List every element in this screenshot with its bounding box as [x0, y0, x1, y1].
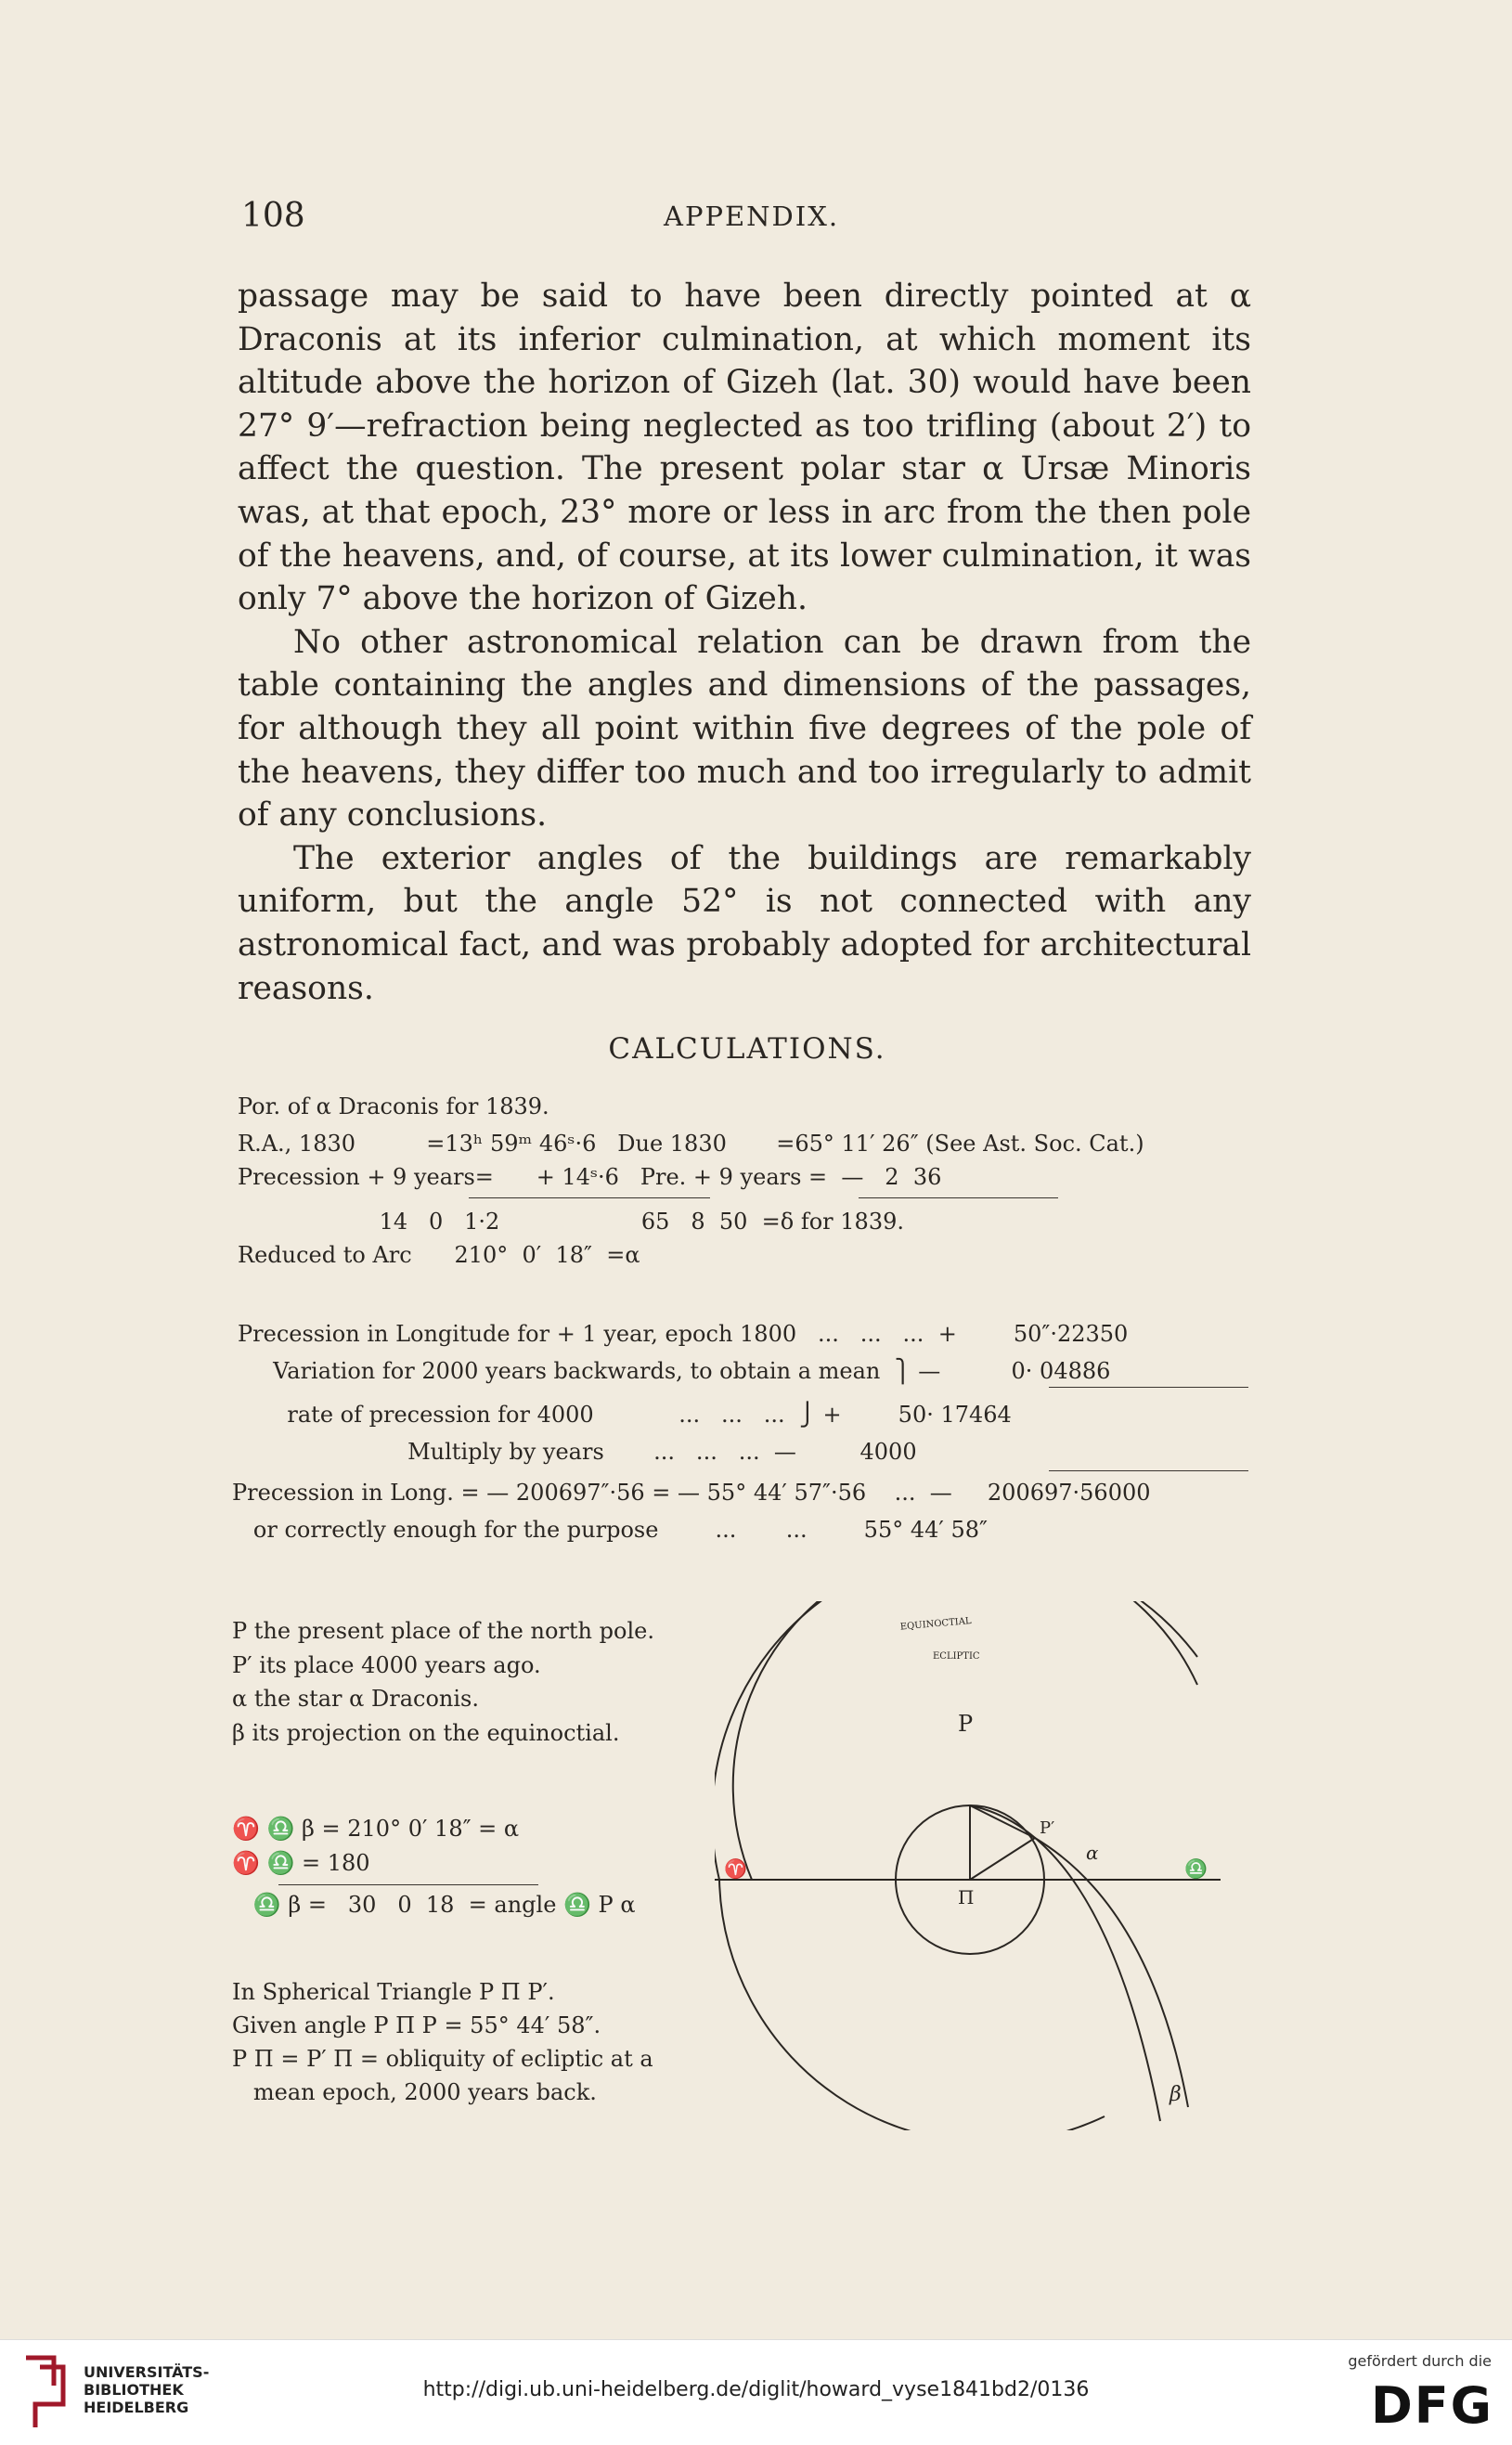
celestial-diagram	[715, 1601, 1234, 2130]
ecliptic-circle	[733, 1601, 1197, 1880]
legend-line: β its projection on the equinoctial.	[232, 1720, 620, 1746]
pi-label: Π	[958, 1886, 975, 1908]
legend-line: α the star α Draconis.	[232, 1686, 479, 1712]
pole-label: P	[958, 1711, 974, 1737]
source-url-link[interactable]: http://digi.ub.uni-heidelberg.de/diglit/howard_vyse1841bd2/0136	[422, 2378, 1090, 2401]
calc-line: Reduced to Arc 210° 0′ 18″ =α	[238, 1242, 640, 1268]
paragraph-1: passage may be said to have been directly pointed at α Draconis at its inferior culmination, at which moment its altitude above the horizon of Gizeh (lat. 30) would have been 27° 9′—refraction being neglected as too trifling (about 2′) to affect the question. The present polar star α Ursæ Minoris was, at that epoch, 23° more or less in arc from the then pole of the heavens, and, of course, at its lower culmination, it was only 7° above the horizon of Gizeh.	[238, 278, 1251, 618]
legend-line: In Spherical Triangle P Π P′.	[232, 1979, 555, 2005]
equinoctial-lower-arc	[719, 1880, 1105, 2130]
calc-line: R.A., 1830 =13ʰ 59ᵐ 46ˢ·6 Due 1830 =65° 11′ 26″ (See Ast. Soc. Cat.)	[238, 1131, 1144, 1157]
calc-line: Por. of α Draconis for 1839.	[238, 1093, 549, 1119]
legend-line: P′ its place 4000 years ago.	[232, 1652, 541, 1678]
ecliptic-label: ECLIPTIC	[933, 1651, 980, 1662]
legend-line: mean epoch, 2000 years back.	[232, 2079, 597, 2105]
sum-rule	[278, 1884, 538, 1885]
page-header	[241, 197, 1253, 238]
calc-line: Precession in Longitude for + 1 year, epoch 1800 ... ... ... + 50″·22350	[238, 1321, 1129, 1347]
legend-line: ♎ β = 30 0 18 = angle ♎ P α	[232, 1892, 636, 1918]
beta-label: β	[1170, 2083, 1182, 2106]
triangle-side	[970, 1805, 1035, 1838]
pole-prime-label: P′	[1040, 1818, 1055, 1838]
page-number: 108	[241, 197, 305, 235]
calc-line: rate of precession for 4000 ... ... ... ⎭ + 50· 17464	[238, 1402, 1012, 1428]
alpha-arc	[970, 1805, 1160, 2121]
calc-line: Precession + 9 years= + 14ˢ·6 Pre. + 9 years = — 2 36	[238, 1164, 942, 1190]
calc-line: Precession in Long. = — 200697″·56 = — 55° 44′ 57″·56 ... — 200697·56000	[232, 1480, 1151, 1506]
legend-line: P Π = P′ Π = obliquity of ecliptic at a	[232, 2046, 653, 2072]
legend-line: P the present place of the north pole.	[232, 1618, 654, 1644]
aries-label: ♈	[724, 1857, 747, 1880]
sum-rule	[1049, 1470, 1248, 1471]
equinoctial-label: EQUINOCTIAL	[899, 1615, 973, 1633]
legend-line: ♈ ♎ β = 210° 0′ 18″ = α	[232, 1816, 520, 1842]
running-head: APPENDIX.	[664, 201, 840, 232]
body-text	[238, 275, 1251, 1010]
sum-rule	[1049, 1387, 1248, 1388]
paragraph-2: No other astronomical relation can be drawn from the table containing the angles and dimensions of the passages, for although they all point within five degrees of the pole of the heavens, they differ too much and too irregularly to admit of any conclusions.	[238, 623, 1251, 834]
pole-prime-line	[970, 1838, 1035, 1880]
library-name: UNIVERSITÄTS- BIBLIOTHEK HEIDELBERG	[84, 2363, 210, 2416]
calc-line: Multiply by years ... ... ... — 4000	[238, 1439, 917, 1465]
beta-arc	[1035, 1838, 1188, 2107]
legend-line: Given angle P Π P = 55° 44′ 58″.	[232, 2012, 601, 2038]
sum-rule	[859, 1197, 1058, 1198]
libra-label: ♎	[1184, 1857, 1208, 1880]
funded-by-text: gefördert durch die	[1348, 2352, 1492, 2370]
dfg-logo: DFG	[1370, 2376, 1493, 2435]
calc-line: Variation for 2000 years backwards, to obtain a mean ⎫ — 0· 04886	[238, 1358, 1111, 1384]
equinoctial-circle	[715, 1601, 1197, 1880]
legend-line: ♈ ♎ = 180	[232, 1850, 370, 1876]
alpha-label: α	[1086, 1842, 1099, 1864]
calc-line: 14 0 1·2 65 8 50 =δ for 1839.	[238, 1209, 904, 1235]
paragraph-3: The exterior angles of the buildings are remarkably uniform, but the angle 52° is not connected with any astronomical fact, and was probably adopted for architectural reasons.	[238, 839, 1251, 1007]
sum-rule	[469, 1197, 710, 1198]
calc-line: or correctly enough for the purpose ... ... 55° 44′ 58″	[232, 1517, 988, 1543]
calculations-heading: CALCULATIONS.	[608, 1032, 886, 1066]
